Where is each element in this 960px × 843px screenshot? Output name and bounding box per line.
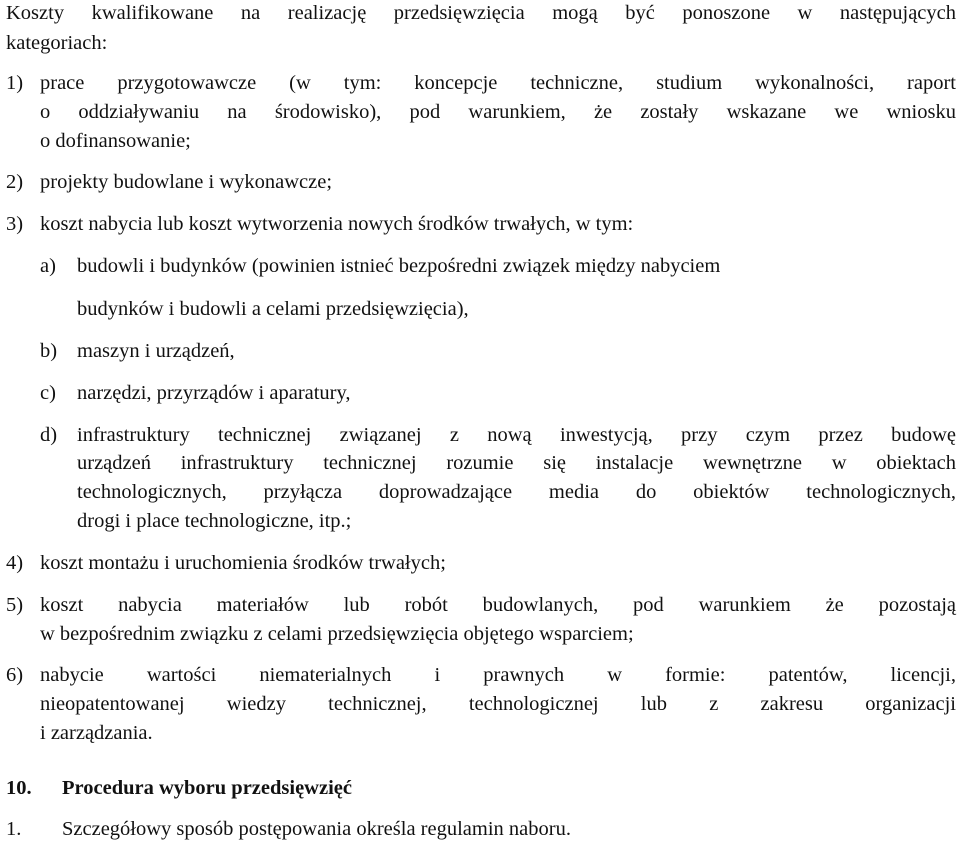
list-item-text: nieopatentowanej wiedzy technicznej, technologicznej lub z zakresu organizacji	[40, 693, 956, 715]
section-heading: Procedura wyboru przedsięwzięć	[62, 777, 352, 799]
sub-item-letter: a)	[40, 255, 56, 277]
sub-item-letter: d)	[40, 424, 58, 446]
sub-item-text: maszyn i urządzeń,	[77, 340, 235, 362]
list-item-number: 2)	[6, 171, 24, 193]
section-item-text: Szczegółowy sposób postępowania określa regulamin naboru.	[62, 818, 571, 840]
sub-item-text: narzędzi, przyrządów i aparatury,	[77, 382, 351, 404]
intro-line-2: kategoriach:	[6, 32, 108, 54]
section-item-number: 1.	[6, 818, 22, 840]
list-item-text: koszt nabycia materiałów lub robót budowlanych, pod warunkiem że pozostają	[40, 594, 956, 616]
list-item-text: i zarządzania.	[40, 722, 153, 744]
list-item-text: projekty budowlane i wykonawcze;	[40, 171, 333, 193]
list-item-text: koszt nabycia lub koszt wytworzenia nowych środków trwałych, w tym:	[40, 213, 634, 235]
list-item-number: 6)	[6, 664, 24, 686]
list-item-number: 1)	[6, 72, 24, 94]
list-item-text: w bezpośrednim związku z celami przedsięwzięcia objętego wsparciem;	[40, 623, 634, 645]
section-number: 10.	[6, 777, 32, 799]
sub-item-text: infrastruktury technicznej związanej z nową inwestycją, przy czym przez budowę	[77, 424, 956, 446]
list-item-text: o oddziaływaniu na środowisko), pod warunkiem, że zostały wskazane we wniosku	[40, 101, 956, 123]
sub-item-letter: c)	[40, 382, 56, 404]
intro-line-1: Koszty kwalifikowane na realizację przedsięwzięcia mogą być ponoszone w następujących	[6, 2, 956, 24]
sub-item-text: urządzeń infrastruktury technicznej rozumie się instalacje wewnętrzne w obiektach	[77, 452, 956, 474]
list-item-text: prace przygotowawcze (w tym: koncepcje techniczne, studium wykonalności, raport	[40, 72, 956, 94]
list-item-number: 3)	[6, 213, 24, 235]
list-item-number: 5)	[6, 594, 24, 616]
list-item-text: nabycie wartości niematerialnych i prawnych w formie: patentów, licencji,	[40, 664, 956, 686]
sub-item-text: drogi i place technologiczne, itp.;	[77, 510, 352, 532]
list-item-text: o dofinansowanie;	[40, 130, 191, 152]
sub-item-text: budynków i budowli a celami przedsięwzięcia),	[77, 298, 469, 320]
sub-item-text: budowli i budynków (powinien istnieć bezpośredni związek między nabyciem	[77, 255, 721, 277]
sub-item-text: technologicznych, przyłącza doprowadzające media do obiektów technologicznych,	[77, 481, 956, 503]
list-item-number: 4)	[6, 552, 24, 574]
sub-item-letter: b)	[40, 340, 58, 362]
list-item-text: koszt montażu i uruchomienia środków trwałych;	[40, 552, 446, 574]
